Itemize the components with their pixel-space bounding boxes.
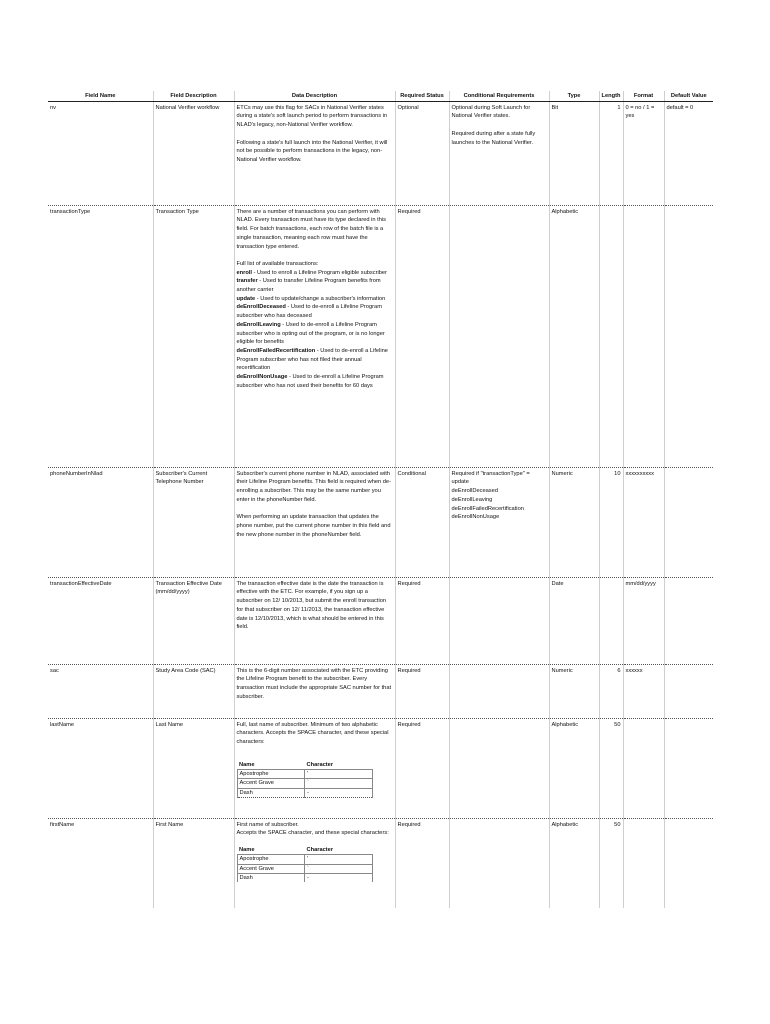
data-paragraph: ETCs may use this flag for SACs in National Verifier states during a state's soft launch period to perform transactions in NLAD's legacy, non-National Verifier workflow.	[236, 104, 388, 129]
transaction-list-item: transfer - Used to transfer Lifeline Program benefits from another carrier	[236, 278, 381, 294]
default-value-cell	[664, 718, 713, 818]
conditional-paragraph: Required during after a state fully launches to the National Verifier.	[451, 130, 536, 146]
type-cell: Numeric	[549, 664, 599, 718]
chars-header-character: Character	[306, 847, 334, 854]
field-name-cell: transactionType	[48, 205, 153, 467]
type-cell: Bit	[549, 101, 599, 205]
format-cell	[623, 718, 664, 818]
data-description-cell	[234, 818, 395, 908]
conditional-requirements-cell	[449, 818, 549, 908]
table-row	[48, 664, 713, 718]
field-name-cell: phoneNumberInNlad	[48, 467, 153, 577]
default-value-cell	[664, 664, 713, 718]
char-symbol: '	[305, 770, 373, 779]
header-required-status: Required Status	[395, 91, 449, 101]
type-cell: Alphabetic	[549, 718, 599, 818]
char-name: Accent Grave	[237, 779, 305, 788]
format-cell: xxxxxx	[623, 664, 664, 718]
data-paragraph: Subscriber's current phone number in NLAD, associated with their Lifeline Program benefits. This field is required when de-enrolling a subscriber. This may be the same number you enter in the phoneNumber field.	[236, 470, 391, 503]
default-value-cell	[664, 205, 713, 467]
field-name-cell: firstName	[50, 821, 75, 828]
default-value-cell	[664, 467, 713, 577]
char-name: Accent Grave	[237, 864, 305, 873]
transaction-list-item: deEnrollNonUsage - Used to de-enroll a Lifeline Program subscriber who has not used their benefits for 60 days	[236, 374, 384, 389]
field-description-cell: Study Area Code (SAC)	[153, 664, 234, 718]
conditional-requirements-cell	[449, 467, 549, 577]
header-format: Format	[623, 91, 664, 101]
conditional-requirements-cell	[449, 664, 549, 718]
field-description-cell: Transaction Type	[153, 205, 234, 467]
table-row	[48, 467, 713, 577]
data-paragraph: This is the 6-digit number associated with the ETC providing the Lifeline Program benefit to the subscriber. Every transaction must include the appropriate SAC number for that subscriber.	[236, 667, 392, 700]
format-cell: xxxxxxxxxx	[623, 467, 664, 577]
length-cell: 1	[599, 101, 623, 205]
field-description-cell: Subscriber's Current Telephone Number	[153, 467, 234, 577]
data-dictionary-sheet	[48, 91, 713, 908]
data-paragraph: There are a number of transactions you can perform with NLAD. Every transaction must have its type declared in this field. For batch transactions, each row of the batch file is a single transaction, meaning each row must have the transaction type entered.	[236, 208, 387, 250]
required-status-cell: Required	[395, 664, 449, 718]
data-paragraph: The transaction effective date is the date the transaction is effective with the ETC. For example, if you sign up a subscriber on 12/ 10/2013, but submit the enroll transaction for that subscriber on 12/ 11/2013, the transaction effective date is 12/10/2013, which is what should be entered in this field.	[236, 580, 387, 631]
length-cell: 6	[599, 664, 623, 718]
char-name: Dash	[237, 788, 305, 797]
special-characters-table	[237, 761, 373, 798]
header-length: Length	[599, 91, 623, 101]
conditional-line: deEnrollDeceased	[451, 488, 498, 495]
default-value-cell	[664, 577, 713, 664]
table-row	[48, 718, 713, 818]
header-field-name: Field Name	[48, 91, 153, 101]
conditional-requirements-cell	[449, 205, 549, 467]
format-cell: mm/dd/yyyy	[623, 577, 664, 664]
data-description-cell	[234, 718, 395, 818]
data-description-cell	[234, 577, 395, 664]
conditional-paragraph: Optional during Soft Launch for National Verifier states.	[451, 104, 531, 120]
transaction-list-item: deEnrollFailedRecertification - Used to de-enroll a Lifeline Program subscriber who has not filed their annual recertification	[236, 347, 388, 372]
char-symbol: `	[305, 864, 373, 873]
conditional-line: deEnrollFailedRecertification	[451, 505, 524, 512]
char-symbol: -	[305, 874, 373, 883]
header-data-description: Data Description	[234, 91, 395, 101]
default-value-cell	[664, 818, 713, 908]
data-paragraph: First name of subscriber.	[236, 821, 299, 828]
field-description-cell: Transaction Effective Date (mm/dd/yyyy)	[153, 577, 234, 664]
type-cell: Numeric	[549, 467, 599, 577]
table-row	[48, 577, 713, 664]
data-dictionary-table	[48, 91, 713, 908]
field-name-cell: lastName	[48, 718, 153, 818]
char-name: Dash	[237, 874, 305, 883]
char-symbol: `	[305, 779, 373, 788]
required-status-cell: Conditional	[395, 467, 449, 577]
field-name-cell: nv	[48, 101, 153, 205]
data-paragraph: Following a state's full launch into the National Verifier, it will not be possible to perform transactions in the legacy, non-National Verifier workflow.	[236, 139, 388, 163]
data-description-cell	[234, 205, 395, 467]
type-cell: Alphabetic	[549, 205, 599, 467]
conditional-requirements-cell	[449, 718, 549, 818]
header-field-description: Field Description	[153, 91, 234, 101]
required-status-cell: Required	[395, 718, 449, 818]
char-symbol: -	[305, 788, 373, 797]
special-characters-table	[237, 846, 373, 882]
header-conditional-requirements: Conditional Requirements	[449, 91, 549, 101]
char-name: Apostrophe	[237, 770, 305, 779]
length-cell	[599, 577, 623, 664]
length-cell	[599, 205, 623, 467]
format-cell	[623, 818, 664, 908]
data-description-cell	[234, 664, 395, 718]
data-description-cell	[234, 101, 395, 205]
default-value-cell: default = 0	[664, 101, 713, 205]
data-paragraph: Full, last name of subscriber. Minimum of two alphabetic characters. Accepts the SPACE character, and these special characters:	[236, 721, 389, 746]
conditional-line: update	[451, 479, 469, 486]
length-cell: 50	[599, 818, 623, 908]
conditional-line: deEnrollLeaving	[451, 496, 493, 503]
header-default-value: Default Value	[664, 91, 713, 101]
field-description-cell: National Verifier workflow	[153, 101, 234, 205]
table-row	[48, 101, 713, 205]
char-name: Apostrophe	[237, 855, 305, 864]
type-cell: Alphabetic	[549, 818, 599, 908]
conditional-line: Required if "transactionType" =	[451, 470, 530, 477]
chars-header-character: Character	[305, 761, 373, 770]
conditional-requirements-cell	[449, 577, 549, 664]
transaction-list-item: deEnrollDeceased - Used to de-enroll a Lifeline Program subscriber who has deceased	[236, 304, 382, 320]
transaction-list-item: enroll - Used to enroll a Lifeline Program eligible subscriber	[236, 269, 387, 276]
length-cell: 50	[599, 718, 623, 818]
required-status-cell: Optional	[395, 101, 449, 205]
chars-header-name: Name	[239, 847, 255, 854]
table-row	[48, 205, 713, 467]
data-list-title: Full list of available transactions:	[236, 260, 319, 267]
transaction-list-item: update - Used to update/change a subscriber's information	[236, 295, 386, 302]
header-type: Type	[549, 91, 599, 101]
format-cell	[623, 205, 664, 467]
type-cell: Date	[549, 577, 599, 664]
required-status-cell: Required	[395, 818, 449, 908]
header-row	[48, 91, 713, 101]
field-description-cell: Last Name	[153, 718, 234, 818]
field-name-cell: transactionEffectiveDate	[48, 577, 153, 664]
transaction-list-item: deEnrollLeaving - Used to de-enroll a Lifeline Program subscriber who is opting out of the program, or is no longer eligible for benefits	[236, 321, 385, 346]
length-cell: 10	[599, 467, 623, 577]
field-description-cell: First Name	[153, 818, 234, 908]
data-paragraph: Accepts the SPACE character, and these special characters:	[236, 830, 389, 837]
chars-header-name: Name	[237, 761, 305, 770]
conditional-requirements-cell	[449, 101, 549, 205]
conditional-line: deEnrollNonUsage	[451, 514, 500, 521]
required-status-cell: Required	[395, 205, 449, 467]
data-description-cell	[234, 467, 395, 577]
required-status-cell: Required	[395, 577, 449, 664]
data-paragraph: When performing an update transaction that updates the phone number, put the current phone number in this field and the new phone number in the phoneNumber field.	[236, 514, 391, 538]
field-name-cell: sac	[48, 664, 153, 718]
char-symbol: '	[305, 855, 373, 864]
format-cell: 0 = no / 1 = yes	[623, 101, 664, 205]
table-row	[48, 818, 713, 908]
